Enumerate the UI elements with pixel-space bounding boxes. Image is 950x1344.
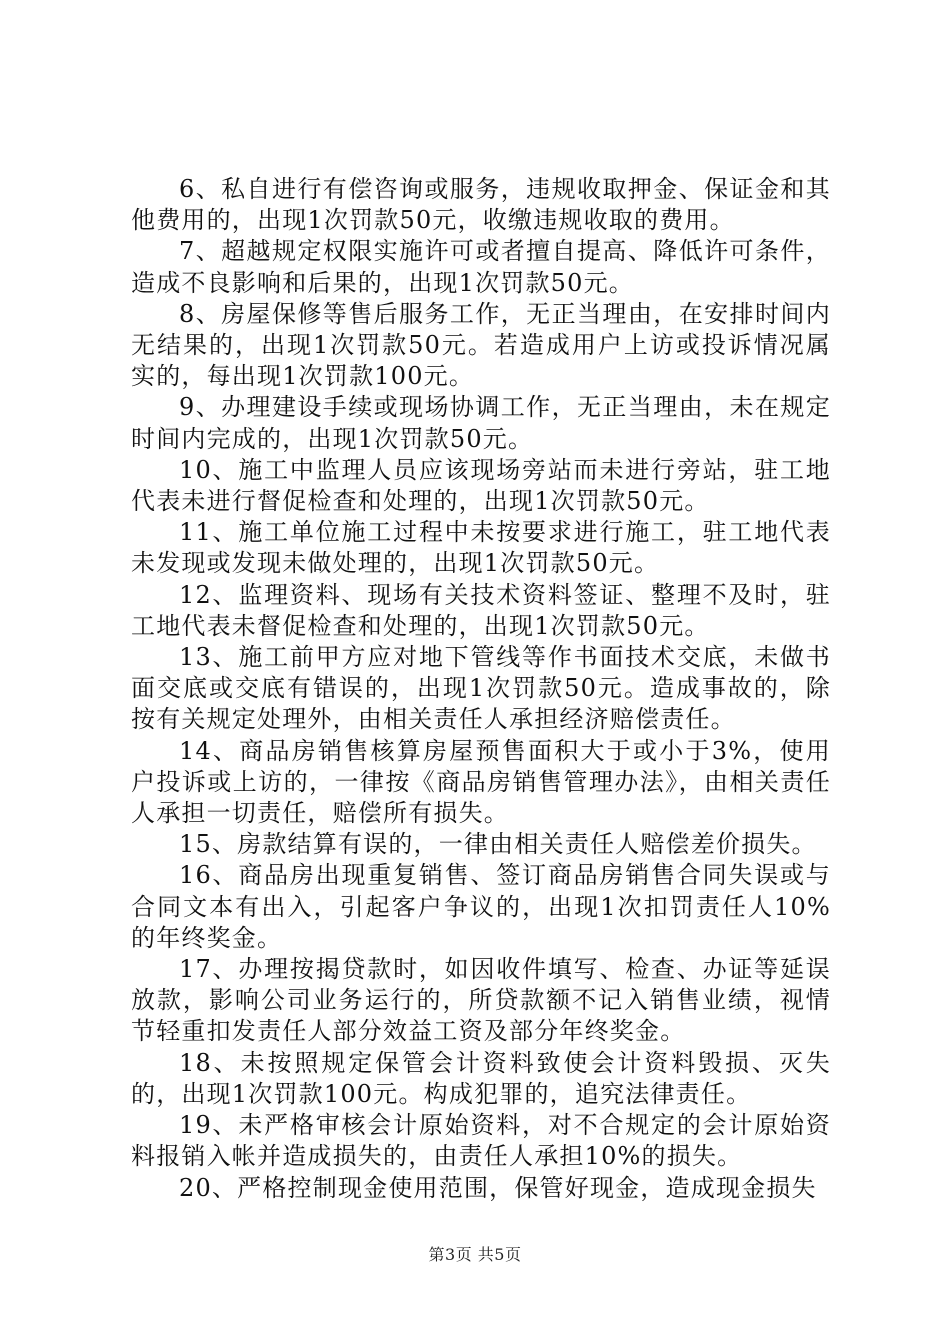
paragraph-item-13: 13、施工前甲方应对地下管线等作书面技术交底，未做书面交底或交底有错误的，出现1次罚款50元。造成事故的，除按有关规定处理外，由相关责任人承担经济赔偿责任。 bbox=[131, 643, 831, 734]
paragraph-item-8: 8、房屋保修等售后服务工作，无正当理由，在安排时间内无结果的，出现1次罚款50元。若造成用户上访或投诉情况属实的，每出现1次罚款100元。 bbox=[131, 299, 831, 391]
page-number-footer: 第3页 共5页 bbox=[428, 1245, 522, 1264]
paragraph-item-7: 7、超越规定权限实施许可或者擅自提高、降低许可条件，造成不良影响和后果的，出现1次罚款50元。 bbox=[131, 237, 831, 297]
paragraph-item-11: 11、施工单位施工过程中未按要求进行施工，驻工地代表未发现或发现未做处理的，出现1次罚款50元。 bbox=[131, 518, 831, 578]
paragraph-item-14: 14、商品房销售核算房屋预售面积大于或小于3%，使用户投诉或上访的，一律按《商品房销售管理办法》，由相关责任人承担一切责任，赔偿所有损失。 bbox=[131, 736, 831, 828]
paragraph-item-12: 12、监理资料、现场有关技术资料签证、整理不及时，驻工地代表未督促检查和处理的，出现1次罚款50元。 bbox=[131, 580, 831, 640]
paragraph-item-16: 16、商品房出现重复销售、签订商品房销售合同失误或与合同文本有出入，引起客户争议的，出现1次扣罚责任人10%的年终奖金。 bbox=[131, 861, 831, 952]
paragraph-item-15: 15、房款结算有误的，一律由相关责任人赔偿差价损失。 bbox=[179, 830, 817, 859]
paragraph-item-9: 9、办理建设手续或现场协调工作，无正当理由，未在规定时间内完成的，出现1次罚款50元。 bbox=[131, 393, 831, 453]
paragraph-item-10: 10、施工中监理人员应该现场旁站而未进行旁站，驻工地代表未进行督促检查和处理的，出现1次罚款50元。 bbox=[131, 455, 831, 516]
document-body bbox=[131, 174, 831, 1204]
paragraph-item-20: 20、严格控制现金使用范围，保管好现金，造成现金损失 bbox=[179, 1173, 817, 1202]
paragraph-item-18: 18、未按照规定保管会计资料致使会计资料毁损、灭失的，出现1次罚款100元。构成犯罪的，追究法律责任。 bbox=[131, 1048, 831, 1108]
paragraph-item-6: 6、私自进行有偿咨询或服务，违规收取押金、保证金和其他费用的，出现1次罚款50元，收缴违规收取的费用。 bbox=[131, 175, 831, 235]
paragraph-item-17: 17、办理按揭贷款时，如因收件填写、检查、办证等延误放款，影响公司业务运行的，所贷款额不记入销售业绩，视情节轻重扣发责任人部分效益工资及部分年终奖金。 bbox=[131, 955, 831, 1046]
paragraph-item-19: 19、未严格审核会计原始资料，对不合规定的会计原始资料报销入帐并造成损失的，由责任人承担10%的损失。 bbox=[131, 1111, 831, 1171]
